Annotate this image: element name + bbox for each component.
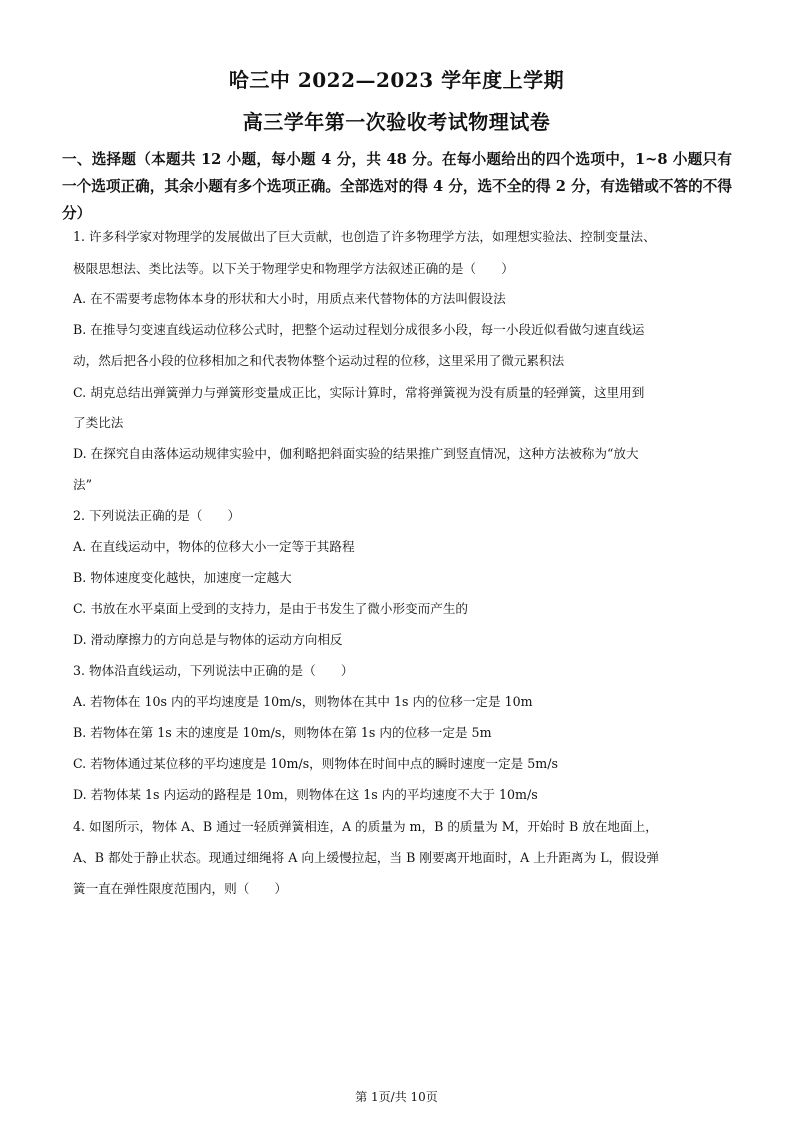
q4-stem-line1: 4. 如图所示，物体 A、B 通过一轻质弹簧相连，A 的质量为 m，B 的质量为 M，开始时 B 放在地面上， [73,819,658,834]
q3-stem: 3. 物体沿直线运动，下列说法中正确的是（ ） [73,663,354,678]
q2-option-b: B. 物体速度变化越快，加速度一定越大 [73,570,292,585]
q3-option-a: A. 若物体在 10s 内的平均速度是 10m/s，则物体在其中 1s 内的位移一定是 10m [73,694,533,709]
q3-option-c: C. 若物体通过某位移的平均速度是 10m/s，则物体在时间中点的瞬时速度一定是 5m/s [73,756,558,771]
section-instructions: 一、选择题（本题共 12 小题，每小题 4 分，共 48 分。在每小题给出的四个选项中，1~8 小题只有一个选项正确，其余小题有多个选项正确。全部选对的得 4 分，选不全的得 2 分，有选错或不答的不得分） [62,151,732,222]
q1-option-c-line2: 了类比法 [73,415,124,430]
page-number-footer: 第 1页/共 10页 [355,1090,438,1104]
q3-option-b: B. 若物体在第 1s 末的速度是 10m/s，则物体在第 1s 内的位移一定是 5m [73,725,492,740]
q1-option-b-line1: B. 在推导匀变速直线运动位移公式时，把整个运动过程划分成很多小段，每一小段近似看做匀速直线运 [73,322,645,337]
q2-option-d: D. 滑动摩擦力的方向总是与物体的运动方向相反 [73,632,343,647]
q3-option-d: D. 若物体某 1s 内运动的路程是 10m，则物体在这 1s 内的平均速度不大于 10m/s [73,787,538,802]
q1-stem-line2: 极限思想法、类比法等。以下关于物理学史和物理学方法叙述正确的是（ ） [73,261,514,276]
q1-stem-line1: 1. 许多科学家对物理学的发展做出了巨大贡献，也创造了许多物理学方法，如理想实验法、控制变量法、 [73,229,656,244]
exam-title-line2: 高三学年第一次验收考试物理试卷 [242,110,551,134]
q4-stem-line3: 簧一直在弹性限度范围内，则（ ） [73,881,288,896]
exam-title-line1: 哈三中 2022—2023 学年度上学期 [228,68,565,92]
q4-stem-line2: A、B 都处于静止状态。现通过细绳将 A 向上缓慢拉起，当 B 刚要离开地面时，A 上升距离为 L，假设弹 [73,850,659,865]
q1-option-d-line1: D. 在探究自由落体运动规律实验中，伽利略把斜面实验的结果推广到竖直情况，这种方法被称为“放大 [73,446,639,461]
q2-stem: 2. 下列说法正确的是（ ） [73,508,241,523]
q1-option-c-line1: C. 胡克总结出弹簧弹力与弹簧形变量成正比，实际计算时，常将弹簧视为没有质量的轻弹簧，这里用到 [73,385,645,400]
q1-option-b-line2: 动，然后把各小段的位移相加之和代表物体整个运动过程的位移，这里采用了微元累积法 [73,353,565,368]
q1-option-d-line2: 法” [73,477,93,492]
q1-option-a: A. 在不需要考虑物体本身的形状和大小时，用质点来代替物体的方法叫假设法 [73,291,506,306]
q2-option-c: C. 书放在水平桌面上受到的支持力，是由于书发生了微小形变而产生的 [73,601,469,616]
q2-option-a: A. 在直线运动中，物体的位移大小一定等于其路程 [73,539,355,554]
